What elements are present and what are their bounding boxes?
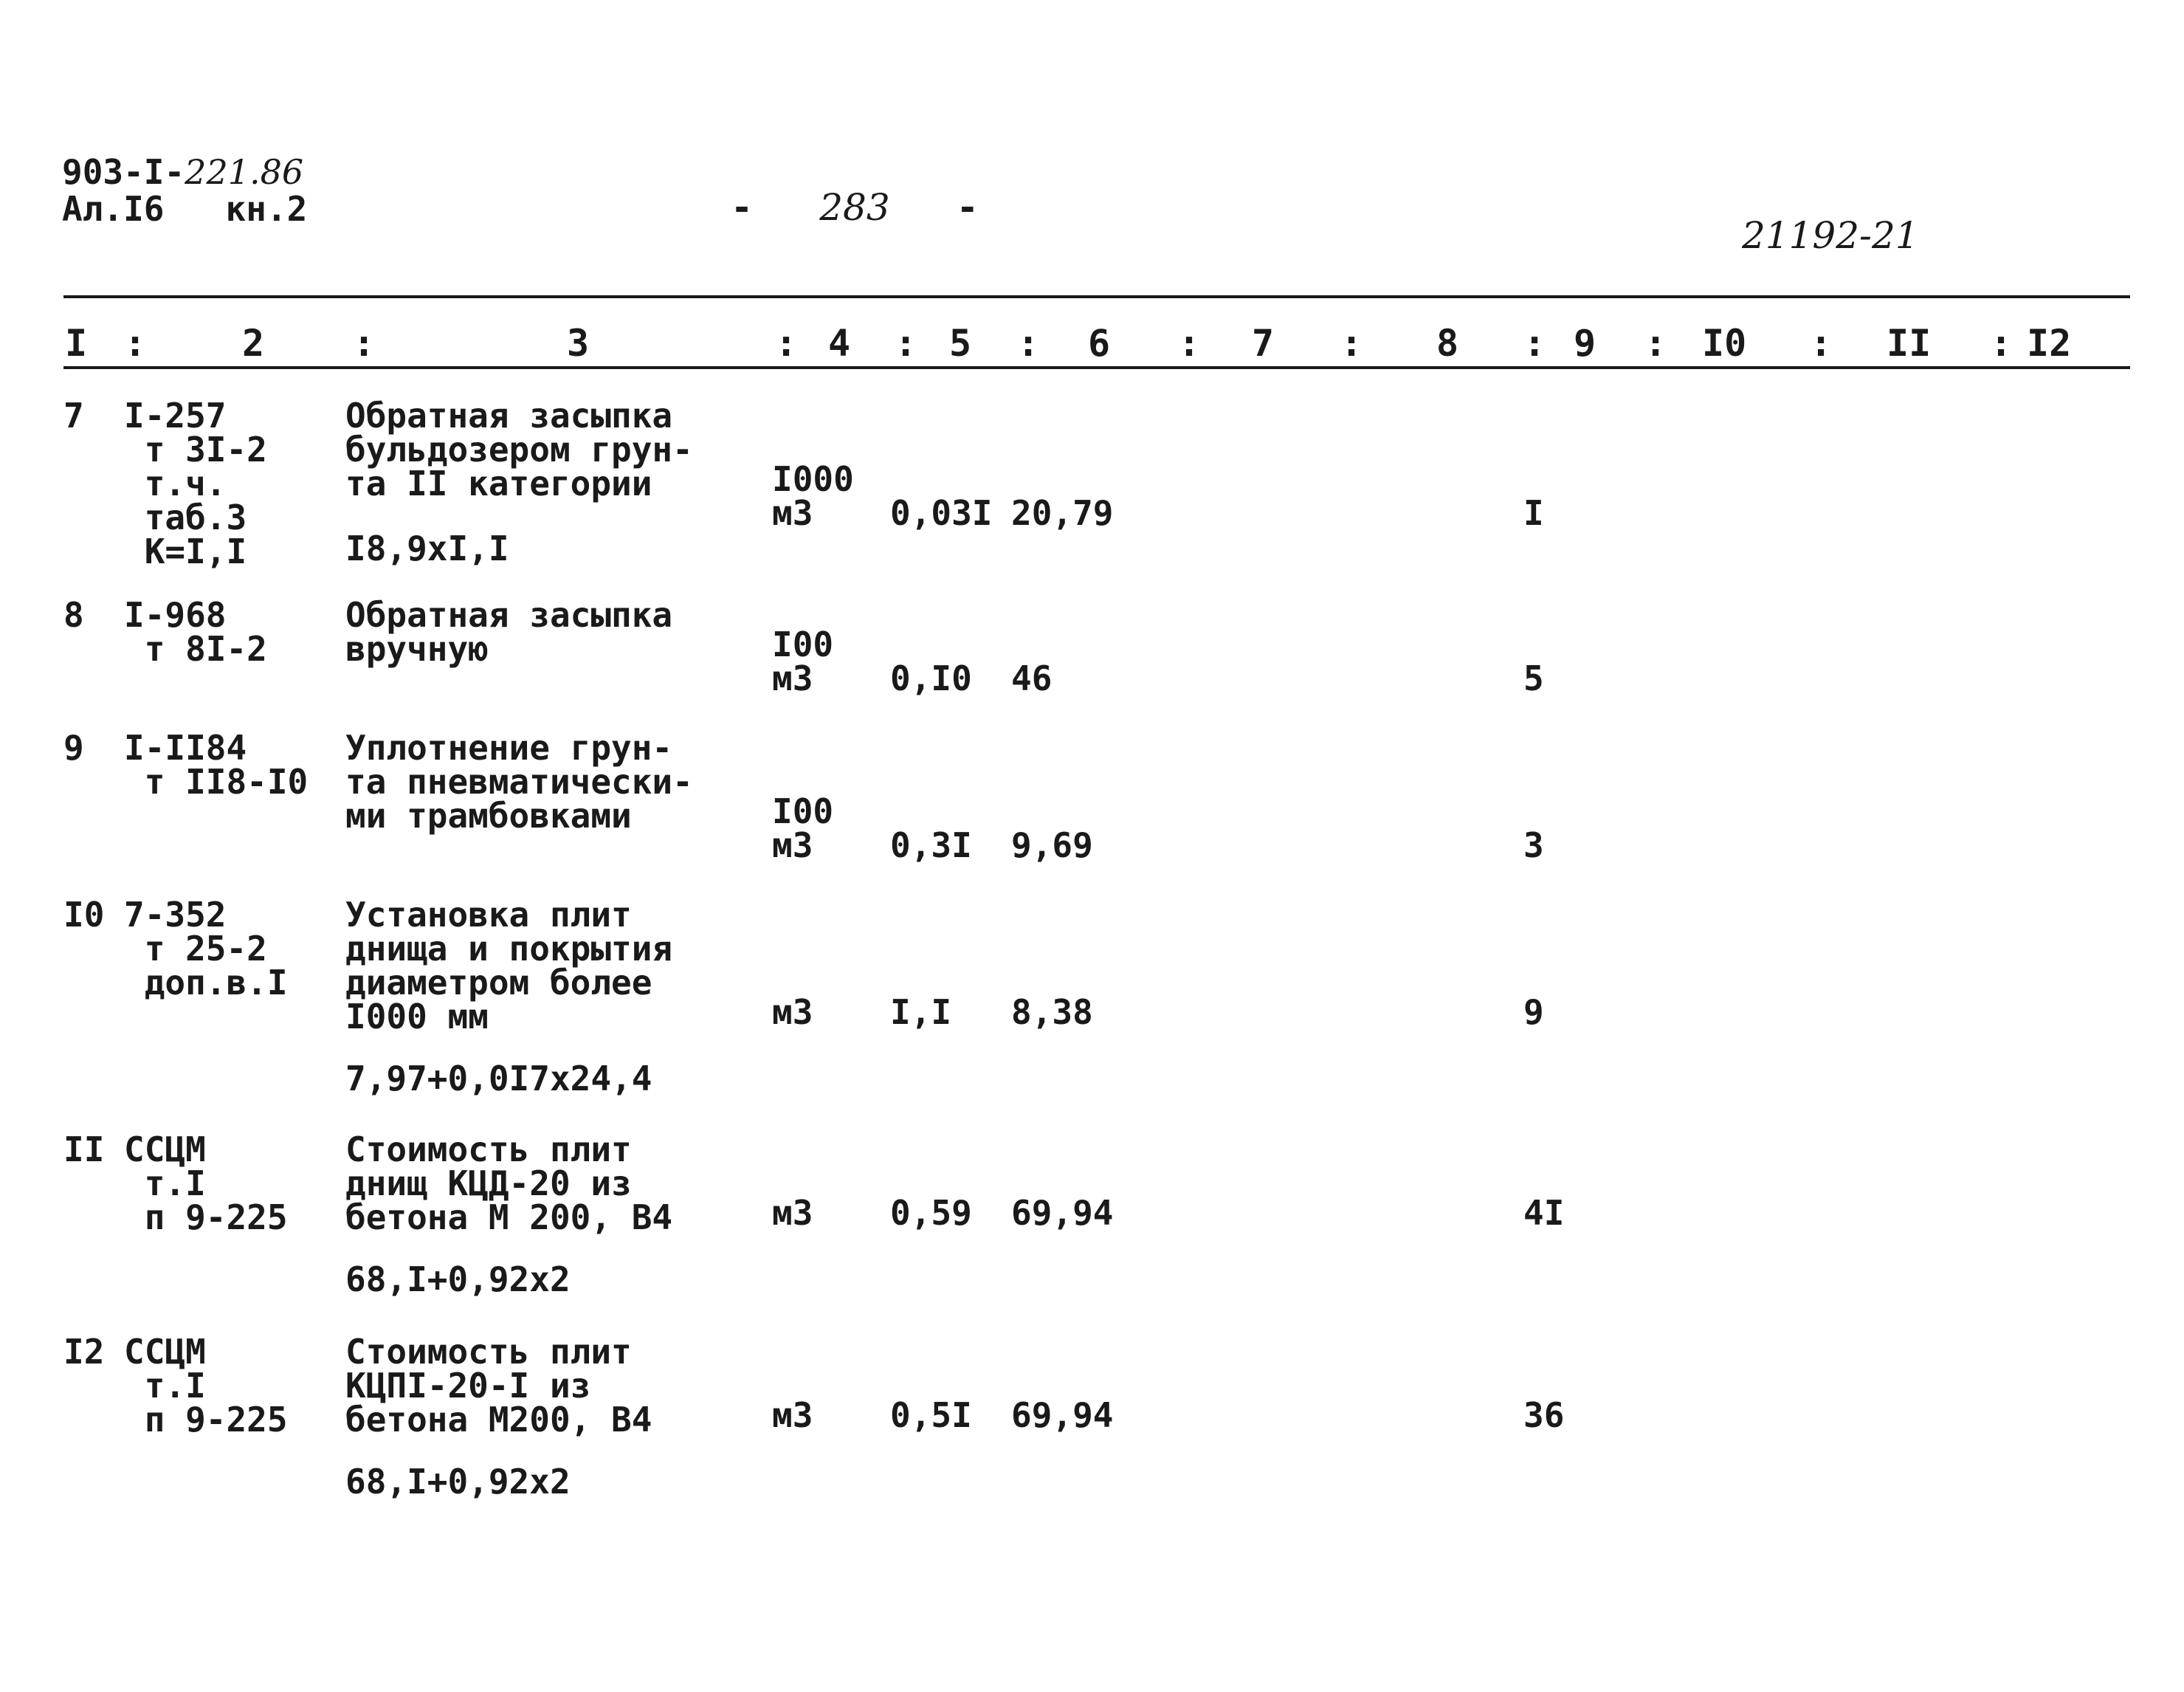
table-header-rule xyxy=(63,366,2130,369)
norm-code: I-II84 т II8-I0 xyxy=(124,728,309,802)
quantity: 0,59 xyxy=(890,1193,972,1233)
unit-price: 9,69 xyxy=(1011,825,1093,865)
col9-value: 5 xyxy=(1523,658,1544,698)
row-number: II xyxy=(63,1129,105,1169)
unit: I00 м3 xyxy=(772,791,834,865)
unit-price: 69,94 xyxy=(1011,1395,1114,1435)
col-1-sep: : xyxy=(124,322,147,365)
norm-code: ССЦМ т.I п 9-225 xyxy=(124,1129,288,1237)
work-name: Стоимость плит днищ КЦД-20 из бетона М 200, В4 xyxy=(345,1129,673,1237)
col-10-sep: : xyxy=(1810,322,1833,365)
col9-value: 3 xyxy=(1523,825,1544,865)
col9-value: 36 xyxy=(1523,1395,1565,1435)
unit-price: 46 xyxy=(1011,658,1053,698)
row-number: I2 xyxy=(63,1332,105,1372)
quantity: 0,5I xyxy=(890,1395,972,1435)
work-name: Уплотнение грун- та пневматически- ми трамбовками xyxy=(345,728,693,836)
unit: м3 xyxy=(772,1193,813,1233)
row-number: 7 xyxy=(63,396,84,436)
quantity: 0,3I xyxy=(890,825,972,865)
col-9-label: 9 xyxy=(1574,322,1596,365)
work-name: Стоимость плит КЦПI-20-I из бетона М200, В4 xyxy=(345,1332,652,1440)
col-5-label: 5 xyxy=(949,322,972,365)
calc-formula: 68,I+0,92x2 xyxy=(345,1259,571,1299)
col-9-sep: : xyxy=(1644,322,1667,365)
quantity: I,I xyxy=(890,992,952,1032)
col-8-sep: : xyxy=(1523,322,1546,365)
col9-value: 9 xyxy=(1523,992,1544,1032)
col-2-label: 2 xyxy=(242,322,265,365)
page-number-value: 283 xyxy=(819,186,890,229)
col-11-label: II xyxy=(1887,322,1932,365)
calc-formula: I8,9xI,I xyxy=(345,529,509,568)
unit-price: 8,38 xyxy=(1011,992,1093,1032)
page-dash-right: - xyxy=(956,186,979,229)
col-3-label: 3 xyxy=(567,322,590,365)
document-code-line2: Ал.I6 кн.2 xyxy=(62,189,308,229)
col-12-label: I2 xyxy=(2027,322,2072,365)
col-11-sep: : xyxy=(1990,322,2013,365)
norm-code: 7-352 т 25-2 доп.в.I xyxy=(124,895,288,1003)
document-code-line1: 903-I-221.86 xyxy=(62,152,304,192)
row-number: 9 xyxy=(63,728,84,768)
col-8-label: 8 xyxy=(1436,322,1459,365)
col-1-label: I xyxy=(65,322,88,365)
col-6-label: 6 xyxy=(1088,322,1111,365)
work-name: Установка плит днища и покрытия диаметром более I000 мм xyxy=(345,895,673,1036)
work-name: Обратная засыпка бульдозером грун- та II категории xyxy=(345,396,693,503)
norm-code: ССЦМ т.I п 9-225 xyxy=(124,1332,288,1440)
unit: м3 xyxy=(772,992,813,1032)
work-name: Обратная засыпка вручную xyxy=(345,595,673,669)
col-5-sep: : xyxy=(1017,322,1040,365)
table-top-rule xyxy=(63,295,2130,298)
col9-value: I xyxy=(1523,493,1544,533)
archive-code: 21192-21 xyxy=(1742,214,1919,257)
page-number xyxy=(731,186,979,229)
row-number: 8 xyxy=(63,595,84,635)
col9-value: 4I xyxy=(1523,1193,1565,1233)
unit: I000 м3 xyxy=(772,459,854,533)
col-4-label: 4 xyxy=(828,322,851,365)
row-number: I0 xyxy=(63,895,105,935)
document-code xyxy=(62,154,307,227)
calc-formula: 68,I+0,92x2 xyxy=(345,1462,571,1502)
unit: I00 м3 xyxy=(772,625,834,698)
col-4-sep: : xyxy=(895,322,917,365)
calc-formula: 7,97+0,0I7x24,4 xyxy=(345,1059,652,1098)
unit-price: 20,79 xyxy=(1011,493,1114,533)
col-7-label: 7 xyxy=(1252,322,1275,365)
unit: м3 xyxy=(772,1395,813,1435)
col-3-sep: : xyxy=(775,322,798,365)
norm-code: I-968 т 8I-2 xyxy=(124,595,267,669)
col-6-sep: : xyxy=(1178,322,1201,365)
col-10-label: I0 xyxy=(1702,322,1747,365)
col-7-sep: : xyxy=(1340,322,1363,365)
norm-code: I-257 т 3I-2 т.ч. таб.3 К=I,I xyxy=(124,396,267,571)
unit-price: 69,94 xyxy=(1011,1193,1114,1233)
col-2-sep: : xyxy=(353,322,376,365)
quantity: 0,I0 xyxy=(890,658,972,698)
quantity: 0,03I xyxy=(890,493,993,533)
page-dash-left: - xyxy=(731,186,754,229)
document-code-handwritten: 221.86 xyxy=(185,152,304,192)
